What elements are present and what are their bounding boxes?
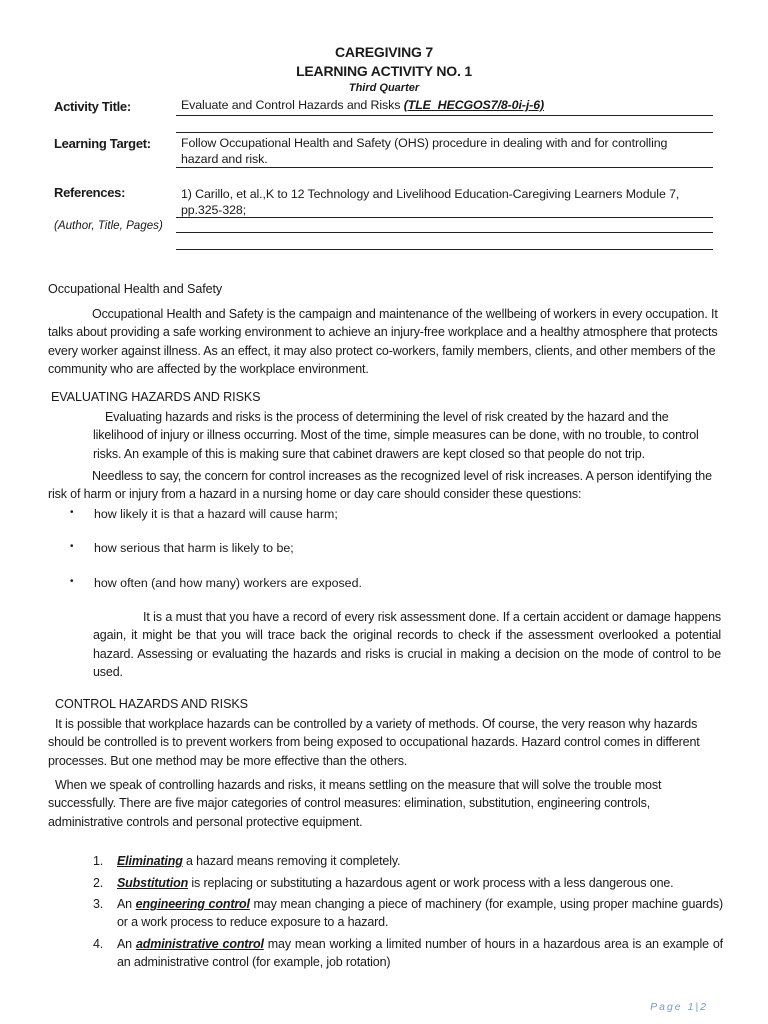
activity-title-value xyxy=(181,97,716,113)
learning-target-line-2: hazard and risk. xyxy=(181,152,268,166)
underline-rule xyxy=(176,249,713,250)
evaluating-paragraph-3: It is a must that you have a record of every risk assessment done. If a certain accident or damage happens again, it might be that you will trace back the original records to check if the assessment overlooked a potential hazard. Assessing or evaluating the hazards and risks is crucial in making a decision on the mode of control to be used. xyxy=(93,610,721,679)
bullet-text: how serious that harm is likely to be; xyxy=(94,541,294,555)
bullet-text: how likely it is that a hazard will cause harm; xyxy=(94,507,338,521)
underline-rule xyxy=(176,217,713,218)
list-number: 1. xyxy=(93,854,104,868)
ohs-heading: Occupational Health and Safety xyxy=(48,282,223,296)
learning-target-label: Learning Target: xyxy=(54,136,151,151)
control-list-item xyxy=(93,874,723,892)
learning-target-line-1: Follow Occupational Health and Safety (OHS) procedure in dealing with and for controlling xyxy=(181,136,668,150)
evaluating-heading: EVALUATING HAZARDS AND RISKS xyxy=(51,390,261,404)
references-label: References: xyxy=(54,185,126,200)
references-line-2: pp.325-328; xyxy=(181,203,247,217)
evaluating-paragraph-2: Needless to say, the concern for control increases as the recognized level of risk increases. A person identifying the risk of harm or injury from a hazard in a nursing home or day care should consider these questions: xyxy=(48,469,712,502)
quarter-label: Third Quarter xyxy=(348,82,420,94)
page-current: 1 xyxy=(687,1001,696,1013)
list-prefix: An xyxy=(117,897,136,911)
control-paragraph-2: When we speak of controlling hazards and risks, it means settling on the measure that will solve the trouble most successfully. There are five major categories of control measures: elimination, substitution, engineering controls, administrative controls and personal protective equipment. xyxy=(48,778,662,829)
competency-code: (TLE_HECGOS7/8-0i-j-6) xyxy=(403,98,545,112)
underline-rule xyxy=(176,132,713,133)
list-text: may mean working a limited number of hours in a hazardous area is an example of an administrative control (for example, job rotation) xyxy=(117,937,723,970)
list-number: 3. xyxy=(93,897,104,911)
activity-heading: LEARNING ACTIVITY NO. 1 xyxy=(296,63,472,79)
list-term: engineering control xyxy=(135,897,250,911)
list-term: administrative control xyxy=(135,937,264,951)
control-list-item xyxy=(93,935,723,972)
bullet-dot-icon: • xyxy=(70,576,74,587)
page-number: Page 1|2 xyxy=(650,1001,708,1013)
references-note: (Author, Title, Pages) xyxy=(54,219,163,232)
evaluating-paragraph-1: Evaluating hazards and risks is the process of determining the level of risk created by the hazard and the likelihood of injury or illness occurring. Most of the time, simple measures can be done, with no trouble, to control risks. An example of this is making sure that cabinet drawers are kept closed so that people do not trip. xyxy=(93,410,699,461)
list-text: may mean changing a piece of machinery (for example, using proper machine guards) or a work process to reduce exposure to a hazard. xyxy=(117,897,723,930)
control-paragraph-1: It is possible that workplace hazards can be controlled by a variety of methods. Of course, the very reason why hazards should be controlled is to prevent workers from being exposed to occupational hazards. Hazard control comes in different processes. But one method may be more effective than the others. xyxy=(48,717,700,768)
bullet-dot-icon: • xyxy=(70,507,74,518)
bullet-dot-icon: • xyxy=(70,541,74,552)
list-term: Eliminating xyxy=(117,854,183,868)
list-term: Substitution xyxy=(117,876,189,890)
list-text: a hazard means removing it completely. xyxy=(182,854,401,868)
control-heading: CONTROL HAZARDS AND RISKS xyxy=(55,697,248,711)
list-prefix: An xyxy=(117,937,136,951)
list-number: 4. xyxy=(93,937,104,951)
page-word: Page xyxy=(650,1001,683,1013)
underline-rule xyxy=(176,232,713,233)
control-list-item xyxy=(93,852,723,870)
subject-title: CAREGIVING 7 xyxy=(335,44,433,60)
underline-rule xyxy=(176,167,713,168)
activity-title-label: Activity Title: xyxy=(54,99,131,114)
bullet-text: how often (and how many) workers are exposed. xyxy=(94,576,362,590)
control-list-item xyxy=(93,895,723,932)
underline-rule xyxy=(176,115,713,116)
activity-title-text: Evaluate and Control Hazards and Risks xyxy=(181,98,401,112)
page-total: 2 xyxy=(700,1001,708,1013)
list-text: is replacing or substituting a hazardous agent or work process with a less dangerous one. xyxy=(188,876,674,890)
list-number: 2. xyxy=(93,876,104,890)
references-line-1: 1) Carillo, et al.,K to 12 Technology and Livelihood Education-Caregiving Learners Module 7, xyxy=(181,187,680,201)
ohs-paragraph: Occupational Health and Safety is the campaign and maintenance of the wellbeing of workers in every occupation. It talks about providing a safe working environment to achieve an injury-free workplace and a healthy atmosphere that protects every worker against illness. As an effect, it may also protect co-workers, family members, clients, and other members of the community who are affected by the workplace environment. xyxy=(48,307,718,376)
